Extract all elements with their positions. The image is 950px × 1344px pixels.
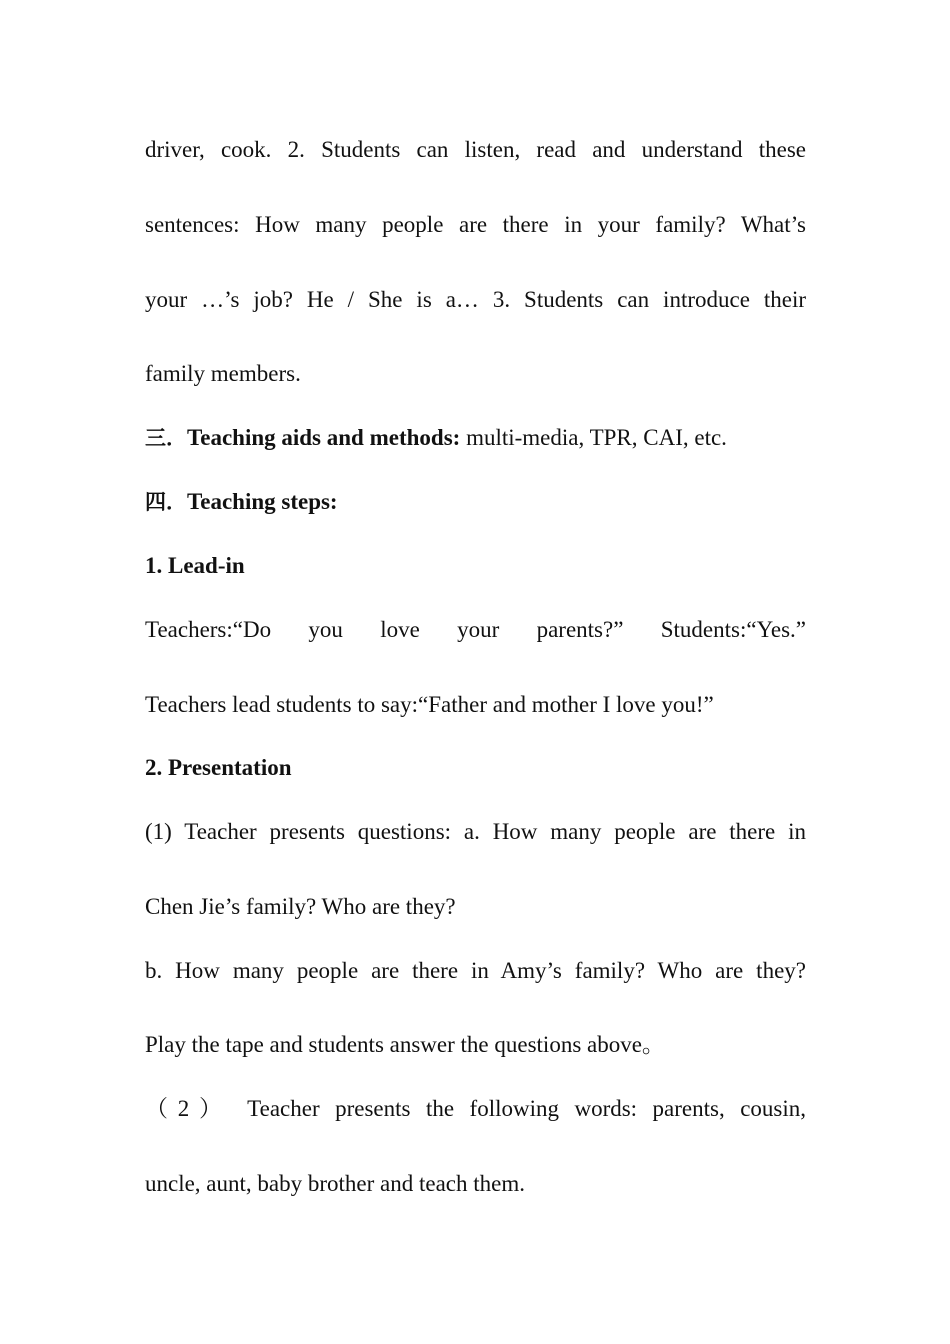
step-2-p3-line-1: （2） Teacher presents the following words: parents, cousin,	[145, 1096, 806, 1121]
objectives-line-4: family members.	[145, 361, 301, 386]
step-2-p3-line-2: uncle, aunt, baby brother and teach them.	[145, 1171, 525, 1196]
objectives-line-1: driver, cook. 2. Students can listen, read and understand these	[145, 137, 806, 162]
objectives-line-3: your …’s job? He / She is a… 3. Students can introduce their	[145, 287, 806, 312]
step-1-line-1: Teachers:“Do you love your parents?” Students:“Yes.”	[145, 617, 806, 642]
step-1-heading: 1. Lead-in	[145, 553, 245, 578]
section-3-title: Teaching aids and methods:	[187, 425, 461, 450]
step-1-line-2: Teachers lead students to say:“Father and mother I love you!”	[145, 692, 714, 717]
section-4-number: 四．	[145, 490, 187, 514]
section-3-body: multi-media, TPR, CAI, etc.	[460, 425, 727, 450]
section-4-heading	[145, 487, 806, 517]
objectives-line-2: sentences: How many people are there in your family? What’s	[145, 212, 806, 237]
section-4-title: Teaching steps:	[187, 489, 338, 514]
section-3-heading	[145, 423, 806, 453]
step-2-p2-line-1: b. How many people are there in Amy’s family? Who are they?	[145, 958, 806, 983]
step-2-p1-line-2: Chen Jie’s family? Who are they?	[145, 894, 456, 919]
step-2-p1-line-1: (1) Teacher presents questions: a. How many people are there in	[145, 819, 806, 844]
step-2-p2-line-2: Play the tape and students answer the questions above。	[145, 1032, 665, 1057]
section-3-number: 三．	[145, 426, 187, 450]
step-2-heading: 2. Presentation	[145, 755, 292, 780]
